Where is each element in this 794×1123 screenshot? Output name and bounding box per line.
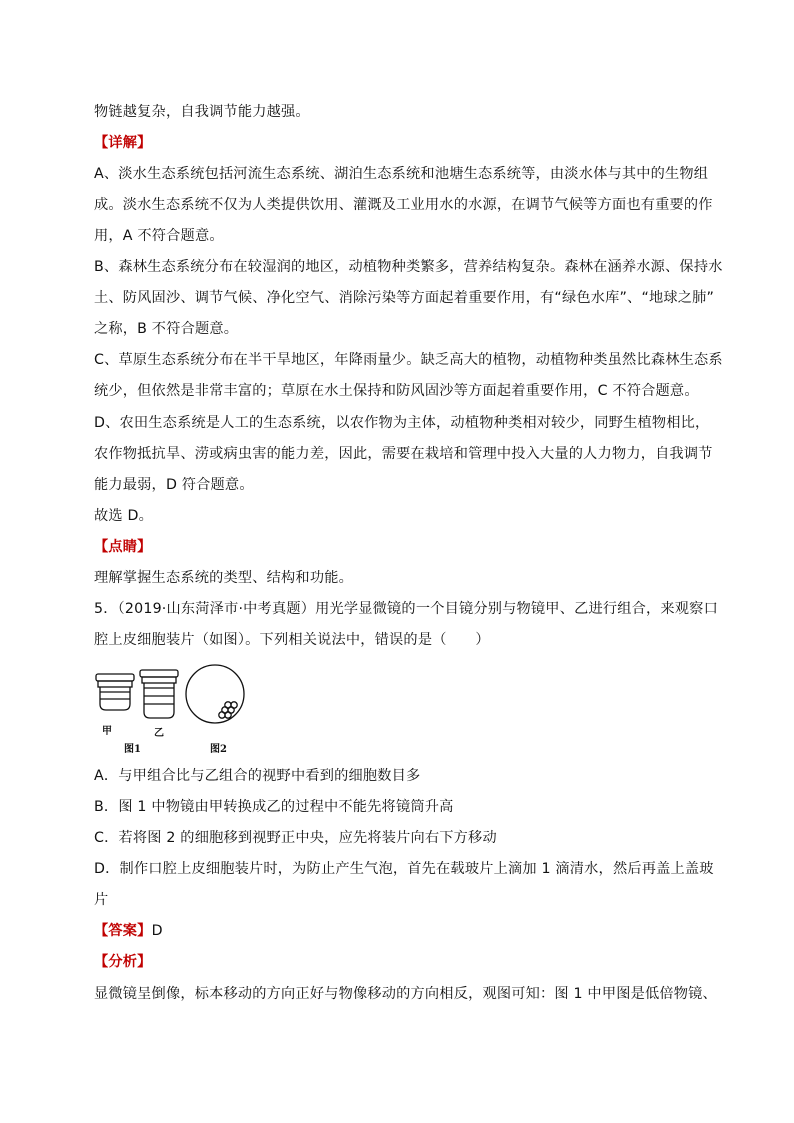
objective-jia-icon: [96, 674, 134, 710]
section-heading-tip: 【点睛】: [94, 539, 152, 555]
text-line: 物链越复杂，自我调节能力越强。: [94, 104, 310, 120]
field-of-view-icon: [186, 665, 244, 723]
question-stem: 5．（2019·山东菏泽市·中考真题）用光学显微镜的一个目镜分别与物镜甲、乙进行组合，来观察口: [94, 601, 718, 617]
text-line: A、淡水生态系统包括河流生态系统、湖泊生态系统和池塘生态系统等，由淡水体与其中的生物组: [94, 166, 709, 182]
text-line: 土、防风固沙、调节气候、净化空气、消除污染等方面起着重要作用，有“绿色水库”、“地球之肺”: [94, 290, 715, 306]
text-line: 能力最弱，D 符合题意。: [94, 477, 254, 493]
section-heading-detail: 【详解】: [94, 135, 152, 151]
objective-yi-icon: [140, 670, 178, 718]
answer-value: D: [151, 923, 163, 939]
text-line: 理解掌握生态系统的类型、结构和功能。: [94, 570, 353, 586]
text-line: B、森林生态系统分布在较湿润的地区，动植物种类繁多，营养结构复杂。森林在涵养水源、保持水: [94, 259, 723, 275]
section-heading-analysis: 【分析】: [94, 954, 152, 970]
text-line: 统少，但依然是非常丰富的；草原在水土保持和防风固沙等方面起着重要作用，C 不符合题意。: [94, 383, 699, 399]
text-line: 之称，B 不符合题意。: [94, 321, 239, 337]
answer-tag: 【答案】: [94, 923, 152, 939]
option-d: D．制作口腔上皮细胞装片时，为防止产生气泡，首先在载玻片上滴加 1 滴清水，然后再盖上盖玻: [94, 861, 714, 877]
caption-fig2: 图2: [210, 744, 227, 755]
objective-lens-diagram: [94, 664, 264, 756]
microscope-figure: [94, 664, 264, 756]
text-line: 故选 D。: [94, 508, 153, 524]
text-line: 显微镜呈倒像，标本移动的方向正好与物像移动的方向相反，观图可知：图 1 中甲图是低倍物镜、: [94, 986, 717, 1002]
question-stem: 腔上皮细胞装片（如图）。下列相关说法中，错误的是（ ）: [94, 632, 490, 648]
text-line: 用，A 不符合题意。: [94, 228, 224, 244]
label-yi: 乙: [154, 728, 164, 739]
text-line: C、草原生态系统分布在半干旱地区，年降雨量少。缺乏高大的植物，动植物种类虽然比森林生态系: [94, 352, 723, 368]
answer-line: [94, 921, 714, 941]
text-line: 农作物抵抗旱、涝或病虫害的能力差，因此，需要在栽培和管理中投入大量的人力物力，自我调节: [94, 446, 713, 462]
option-d-continued: 片: [94, 892, 109, 908]
option-c: C．若将图 2 的细胞移到视野正中央，应先将装片向右下方移动: [94, 830, 497, 846]
text-line: D、农田生态系统是人工的生态系统，以农作物为主体，动植物种类相对较少，同野生植物相比，: [94, 415, 710, 431]
label-jia: 甲: [102, 726, 112, 737]
option-a: A．与甲组合比与乙组合的视野中看到的细胞数目多: [94, 768, 421, 784]
caption-fig1: 图1: [124, 744, 141, 755]
option-b: B．图 1 中物镜由甲转换成乙的过程中不能先将镜筒升高: [94, 799, 454, 815]
text-line: 成。淡水生态系统不仅为人类提供饮用、灌溉及工业用水的水源，在调节气候等方面也有重要的作: [94, 197, 713, 213]
